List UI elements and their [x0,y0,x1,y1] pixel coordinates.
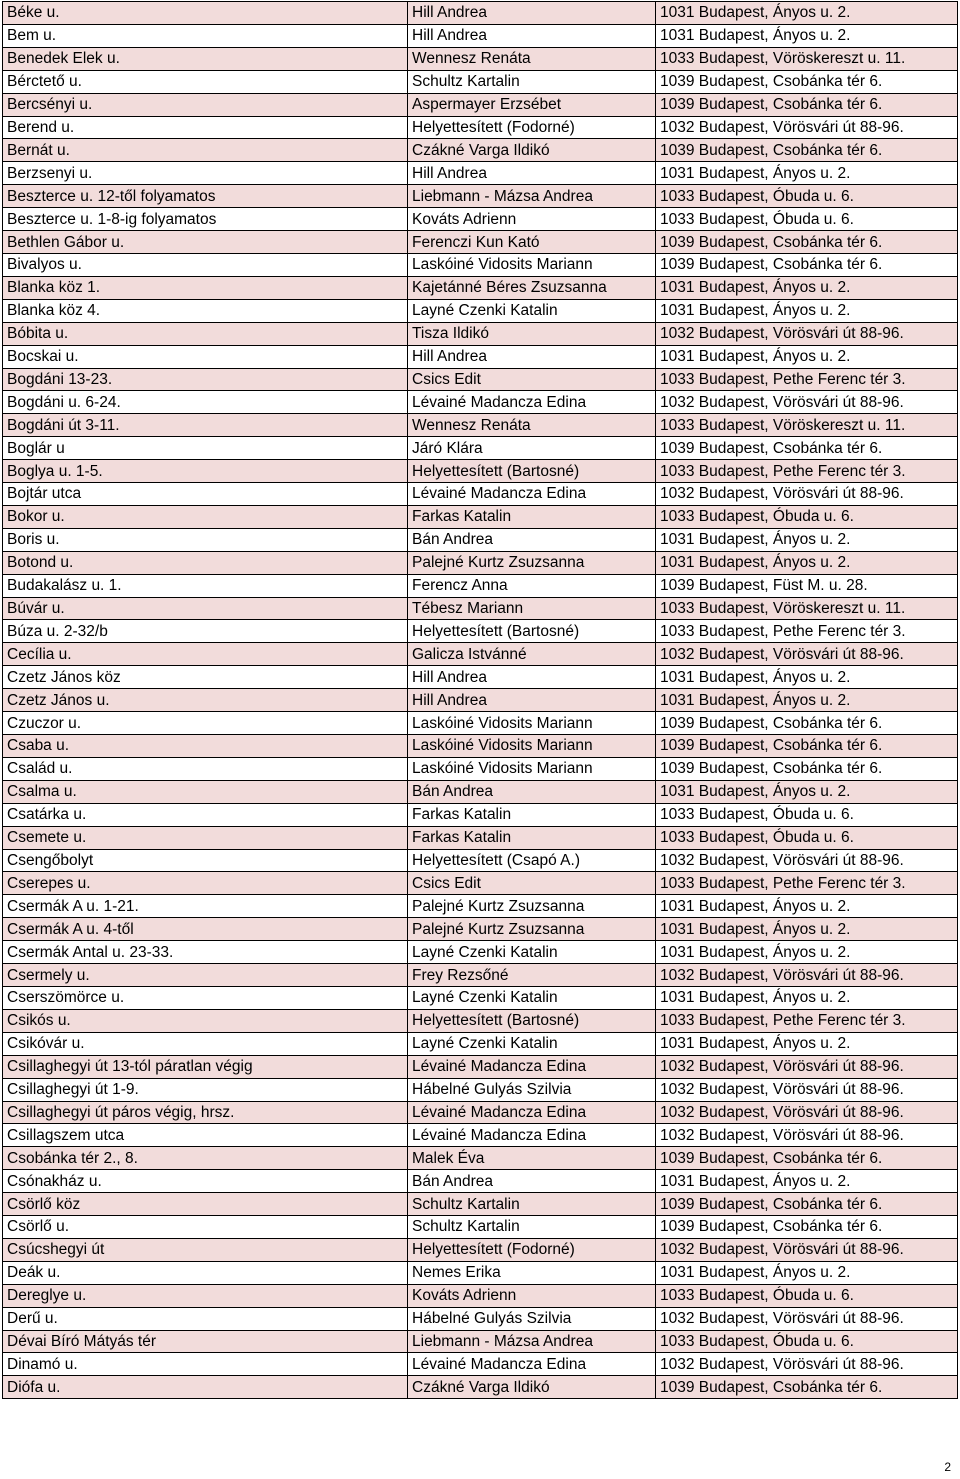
office-address-cell: 1032 Budapest, Vörösvári út 88-96. [656,1101,958,1124]
street-cell: Benedek Elek u. [3,47,408,70]
office-address-cell: 1039 Budapest, Csobánka tér 6. [656,712,958,735]
street-cell: Béke u. [3,2,408,25]
caseworker-cell: Helyettesített (Bartosné) [408,1009,656,1032]
caseworker-cell: Frey Rezsőné [408,964,656,987]
caseworker-cell: Kováts Adrienn [408,1284,656,1307]
table-row [3,666,958,689]
caseworker-cell: Malek Éva [408,1147,656,1170]
table-row [3,116,958,139]
caseworker-cell: Schultz Kartalin [408,1193,656,1216]
caseworker-cell: Bán Andrea [408,1170,656,1193]
table-row [3,528,958,551]
table-row [3,1261,958,1284]
street-cell: Bogdáni út 3-11. [3,414,408,437]
caseworker-cell: Csics Edit [408,368,656,391]
caseworker-cell: Schultz Kartalin [408,70,656,93]
caseworker-cell: Farkas Katalin [408,803,656,826]
street-cell: Blanka köz 1. [3,276,408,299]
street-cell: Bérctető u. [3,70,408,93]
street-cell: Budakalász u. 1. [3,574,408,597]
office-address-cell: 1039 Budapest, Csobánka tér 6. [656,1216,958,1239]
table-row [3,1078,958,1101]
table-row [3,483,958,506]
office-address-cell: 1031 Budapest, Ányos u. 2. [656,1170,958,1193]
office-address-cell: 1039 Budapest, Csobánka tér 6. [656,735,958,758]
street-cell: Blanka köz 4. [3,299,408,322]
street-cell: Csobánka tér 2., 8. [3,1147,408,1170]
table-row [3,2,958,25]
office-address-cell: 1031 Budapest, Ányos u. 2. [656,689,958,712]
office-address-cell: 1033 Budapest, Óbuda u. 6. [656,826,958,849]
table-row [3,1032,958,1055]
office-address-cell: 1032 Budapest, Vörösvári út 88-96. [656,322,958,345]
office-address-cell: 1033 Budapest, Pethe Ferenc tér 3. [656,1009,958,1032]
street-cell: Bivalyos u. [3,253,408,276]
caseworker-cell: Helyettesített (Fodorné) [408,1238,656,1261]
caseworker-cell: Laskóiné Vidosits Mariann [408,757,656,780]
caseworker-cell: Kováts Adrienn [408,208,656,231]
office-address-cell: 1039 Budapest, Füst M. u. 28. [656,574,958,597]
office-address-cell: 1033 Budapest, Pethe Ferenc tér 3. [656,368,958,391]
caseworker-cell: Ferencz Anna [408,574,656,597]
table-row [3,757,958,780]
caseworker-cell: Helyettesített (Bartosné) [408,620,656,643]
caseworker-cell: Farkas Katalin [408,826,656,849]
caseworker-cell: Ferenczi Kun Kató [408,231,656,254]
caseworker-cell: Layné Czenki Katalin [408,986,656,1009]
office-address-cell: 1032 Budapest, Vörösvári út 88-96. [656,391,958,414]
caseworker-cell: Aspermayer Erzsébet [408,93,656,116]
office-address-cell: 1033 Budapest, Óbuda u. 6. [656,505,958,528]
caseworker-cell: Schultz Kartalin [408,1216,656,1239]
office-address-cell: 1039 Budapest, Csobánka tér 6. [656,1193,958,1216]
office-address-cell: 1033 Budapest, Óbuda u. 6. [656,1330,958,1353]
office-address-cell: 1033 Budapest, Pethe Ferenc tér 3. [656,872,958,895]
caseworker-cell: Liebmann - Mázsa Andrea [408,1330,656,1353]
table-row [3,803,958,826]
street-cell: Czuczor u. [3,712,408,735]
street-cell: Bóbita u. [3,322,408,345]
street-assignment-table [2,1,958,1399]
table-row [3,849,958,872]
office-address-cell: 1031 Budapest, Ányos u. 2. [656,162,958,185]
caseworker-cell: Helyettesített (Csapó A.) [408,849,656,872]
caseworker-cell: Galicza Istvánné [408,643,656,666]
table-row [3,1307,958,1330]
street-cell: Csúcshegyi út [3,1238,408,1261]
office-address-cell: 1033 Budapest, Pethe Ferenc tér 3. [656,460,958,483]
street-cell: Csónakház u. [3,1170,408,1193]
street-cell: Diófa u. [3,1376,408,1399]
table-row [3,689,958,712]
street-cell: Csillaghegyi út 1-9. [3,1078,408,1101]
table-row [3,1376,958,1399]
table-row [3,1124,958,1147]
table-row [3,574,958,597]
street-cell: Búvár u. [3,597,408,620]
street-cell: Csemete u. [3,826,408,849]
table-row [3,551,958,574]
office-address-cell: 1039 Budapest, Csobánka tér 6. [656,139,958,162]
caseworker-cell: Farkas Katalin [408,505,656,528]
office-address-cell: 1031 Budapest, Ányos u. 2. [656,551,958,574]
street-cell: Bem u. [3,24,408,47]
table-body [3,2,958,1399]
caseworker-cell: Wennesz Renáta [408,414,656,437]
office-address-cell: 1031 Budapest, Ányos u. 2. [656,1032,958,1055]
caseworker-cell: Bán Andrea [408,780,656,803]
table-row [3,964,958,987]
street-cell: Bercsényi u. [3,93,408,116]
street-cell: Dévai Bíró Mátyás tér [3,1330,408,1353]
street-cell: Berzsenyi u. [3,162,408,185]
table-row [3,735,958,758]
caseworker-cell: Wennesz Renáta [408,47,656,70]
table-row [3,93,958,116]
office-address-cell: 1032 Budapest, Vörösvári út 88-96. [656,1307,958,1330]
caseworker-cell: Hill Andrea [408,2,656,25]
caseworker-cell: Hill Andrea [408,345,656,368]
office-address-cell: 1032 Budapest, Vörösvári út 88-96. [656,849,958,872]
street-cell: Csillaghegyi út páros végig, hrsz. [3,1101,408,1124]
street-cell: Czetz János u. [3,689,408,712]
table-row [3,368,958,391]
caseworker-cell: Laskóiné Vidosits Mariann [408,712,656,735]
street-cell: Család u. [3,757,408,780]
street-cell: Czetz János köz [3,666,408,689]
caseworker-cell: Helyettesített (Fodorné) [408,116,656,139]
street-cell: Csaba u. [3,735,408,758]
office-address-cell: 1032 Budapest, Vörösvári út 88-96. [656,483,958,506]
street-cell: Cserszömörce u. [3,986,408,1009]
office-address-cell: 1033 Budapest, Vöröskereszt u. 11. [656,47,958,70]
table-row [3,299,958,322]
caseworker-cell: Nemes Erika [408,1261,656,1284]
office-address-cell: 1032 Budapest, Vörösvári út 88-96. [656,1124,958,1147]
street-cell: Csillagszem utca [3,1124,408,1147]
table-row [3,1170,958,1193]
street-cell: Deák u. [3,1261,408,1284]
street-cell: Bogdáni u. 6-24. [3,391,408,414]
street-cell: Dereglye u. [3,1284,408,1307]
street-cell: Bocskai u. [3,345,408,368]
table-row [3,1238,958,1261]
office-address-cell: 1039 Budapest, Csobánka tér 6. [656,757,958,780]
street-cell: Csikós u. [3,1009,408,1032]
street-cell: Csalma u. [3,780,408,803]
office-address-cell: 1031 Budapest, Ányos u. 2. [656,276,958,299]
caseworker-cell: Hábelné Gulyás Szilvia [408,1078,656,1101]
office-address-cell: 1033 Budapest, Óbuda u. 6. [656,803,958,826]
table-row [3,1353,958,1376]
table-row [3,1193,958,1216]
office-address-cell: 1039 Budapest, Csobánka tér 6. [656,1147,958,1170]
office-address-cell: 1039 Budapest, Csobánka tér 6. [656,70,958,93]
table-row [3,185,958,208]
office-address-cell: 1031 Budapest, Ányos u. 2. [656,2,958,25]
caseworker-cell: Csics Edit [408,872,656,895]
street-cell: Boris u. [3,528,408,551]
street-cell: Csörlő u. [3,1216,408,1239]
caseworker-cell: Hill Andrea [408,666,656,689]
table-row [3,1009,958,1032]
office-address-cell: 1031 Budapest, Ányos u. 2. [656,918,958,941]
street-cell: Bernát u. [3,139,408,162]
street-cell: Bokor u. [3,505,408,528]
table-row [3,208,958,231]
office-address-cell: 1031 Budapest, Ányos u. 2. [656,780,958,803]
office-address-cell: 1033 Budapest, Óbuda u. 6. [656,185,958,208]
street-cell: Beszterce u. 12-től folyamatos [3,185,408,208]
caseworker-cell: Lévainé Madancza Edina [408,391,656,414]
table-row [3,437,958,460]
table-row [3,322,958,345]
street-cell: Csengőbolyt [3,849,408,872]
table-row [3,597,958,620]
caseworker-cell: Hill Andrea [408,689,656,712]
office-address-cell: 1031 Budapest, Ányos u. 2. [656,895,958,918]
table-row [3,826,958,849]
office-address-cell: 1033 Budapest, Pethe Ferenc tér 3. [656,620,958,643]
caseworker-cell: Palejné Kurtz Zsuzsanna [408,551,656,574]
table-row [3,47,958,70]
caseworker-cell: Layné Czenki Katalin [408,299,656,322]
caseworker-cell: Layné Czenki Katalin [408,1032,656,1055]
office-address-cell: 1032 Budapest, Vörösvári út 88-96. [656,964,958,987]
table-row [3,231,958,254]
table-row [3,139,958,162]
caseworker-cell: Lévainé Madancza Edina [408,1101,656,1124]
office-address-cell: 1031 Budapest, Ányos u. 2. [656,345,958,368]
table-row [3,895,958,918]
street-cell: Búza u. 2-32/b [3,620,408,643]
street-cell: Cserepes u. [3,872,408,895]
street-cell: Bethlen Gábor u. [3,231,408,254]
caseworker-cell: Palejné Kurtz Zsuzsanna [408,918,656,941]
table-row [3,1216,958,1239]
office-address-cell: 1039 Budapest, Csobánka tér 6. [656,93,958,116]
table-row [3,1055,958,1078]
table-row [3,918,958,941]
street-cell: Csermák A u. 4-től [3,918,408,941]
table-row [3,1284,958,1307]
caseworker-cell: Palejné Kurtz Zsuzsanna [408,895,656,918]
street-cell: Beszterce u. 1-8-ig folyamatos [3,208,408,231]
table-row [3,414,958,437]
caseworker-cell: Lévainé Madancza Edina [408,1353,656,1376]
office-address-cell: 1031 Budapest, Ányos u. 2. [656,986,958,1009]
office-address-cell: 1032 Budapest, Vörösvári út 88-96. [656,1078,958,1101]
table-row [3,24,958,47]
street-cell: Boglya u. 1-5. [3,460,408,483]
office-address-cell: 1031 Budapest, Ányos u. 2. [656,941,958,964]
caseworker-cell: Kajetánné Béres Zsuzsanna [408,276,656,299]
caseworker-cell: Helyettesített (Bartosné) [408,460,656,483]
caseworker-cell: Lévainé Madancza Edina [408,1124,656,1147]
caseworker-cell: Tisza Ildikó [408,322,656,345]
table-row [3,1101,958,1124]
table-row [3,70,958,93]
street-cell: Berend u. [3,116,408,139]
office-address-cell: 1031 Budapest, Ányos u. 2. [656,528,958,551]
office-address-cell: 1031 Budapest, Ányos u. 2. [656,299,958,322]
office-address-cell: 1031 Budapest, Ányos u. 2. [656,1261,958,1284]
office-address-cell: 1032 Budapest, Vörösvári út 88-96. [656,116,958,139]
street-cell: Boglár u [3,437,408,460]
street-cell: Dinamó u. [3,1353,408,1376]
table-row [3,253,958,276]
table-row [3,986,958,1009]
office-address-cell: 1039 Budapest, Csobánka tér 6. [656,231,958,254]
table-row [3,391,958,414]
street-cell: Bogdáni 13-23. [3,368,408,391]
street-cell: Csatárka u. [3,803,408,826]
table-row [3,780,958,803]
caseworker-cell: Lévainé Madancza Edina [408,483,656,506]
street-cell: Csikóvár u. [3,1032,408,1055]
street-cell: Derű u. [3,1307,408,1330]
caseworker-cell: Hill Andrea [408,162,656,185]
caseworker-cell: Layné Czenki Katalin [408,941,656,964]
table-row [3,872,958,895]
caseworker-cell: Laskóiné Vidosits Mariann [408,735,656,758]
office-address-cell: 1033 Budapest, Vöröskereszt u. 11. [656,597,958,620]
street-cell: Csillaghegyi út 13-tól páratlan végig [3,1055,408,1078]
caseworker-cell: Tébesz Mariann [408,597,656,620]
office-address-cell: 1039 Budapest, Csobánka tér 6. [656,437,958,460]
office-address-cell: 1031 Budapest, Ányos u. 2. [656,24,958,47]
page-number: 2 [944,1460,951,1474]
office-address-cell: 1033 Budapest, Óbuda u. 6. [656,208,958,231]
office-address-cell: 1031 Budapest, Ányos u. 2. [656,666,958,689]
table-row [3,162,958,185]
table-row [3,620,958,643]
table-row [3,345,958,368]
table-row [3,643,958,666]
table-row [3,505,958,528]
street-cell: Csermely u. [3,964,408,987]
office-address-cell: 1033 Budapest, Vöröskereszt u. 11. [656,414,958,437]
caseworker-cell: Czákné Varga Ildikó [408,139,656,162]
caseworker-cell: Lévainé Madancza Edina [408,1055,656,1078]
office-address-cell: 1032 Budapest, Vörösvári út 88-96. [656,1238,958,1261]
caseworker-cell: Liebmann - Mázsa Andrea [408,185,656,208]
street-cell: Csörlő köz [3,1193,408,1216]
caseworker-cell: Czákné Varga Ildikó [408,1376,656,1399]
caseworker-cell: Hill Andrea [408,24,656,47]
caseworker-cell: Bán Andrea [408,528,656,551]
caseworker-cell: Laskóiné Vidosits Mariann [408,253,656,276]
office-address-cell: 1039 Budapest, Csobánka tér 6. [656,253,958,276]
street-cell: Botond u. [3,551,408,574]
caseworker-cell: Járó Klára [408,437,656,460]
table-row [3,276,958,299]
street-cell: Cecília u. [3,643,408,666]
office-address-cell: 1033 Budapest, Óbuda u. 6. [656,1284,958,1307]
street-cell: Csermák Antal u. 23-33. [3,941,408,964]
table-row [3,1147,958,1170]
office-address-cell: 1032 Budapest, Vörösvári út 88-96. [656,643,958,666]
table-row [3,712,958,735]
street-cell: Bojtár utca [3,483,408,506]
table-row [3,460,958,483]
office-address-cell: 1032 Budapest, Vörösvári út 88-96. [656,1055,958,1078]
caseworker-cell: Hábelné Gulyás Szilvia [408,1307,656,1330]
table-row [3,941,958,964]
office-address-cell: 1032 Budapest, Vörösvári út 88-96. [656,1353,958,1376]
table-row [3,1330,958,1353]
street-cell: Csermák A u. 1-21. [3,895,408,918]
office-address-cell: 1039 Budapest, Csobánka tér 6. [656,1376,958,1399]
